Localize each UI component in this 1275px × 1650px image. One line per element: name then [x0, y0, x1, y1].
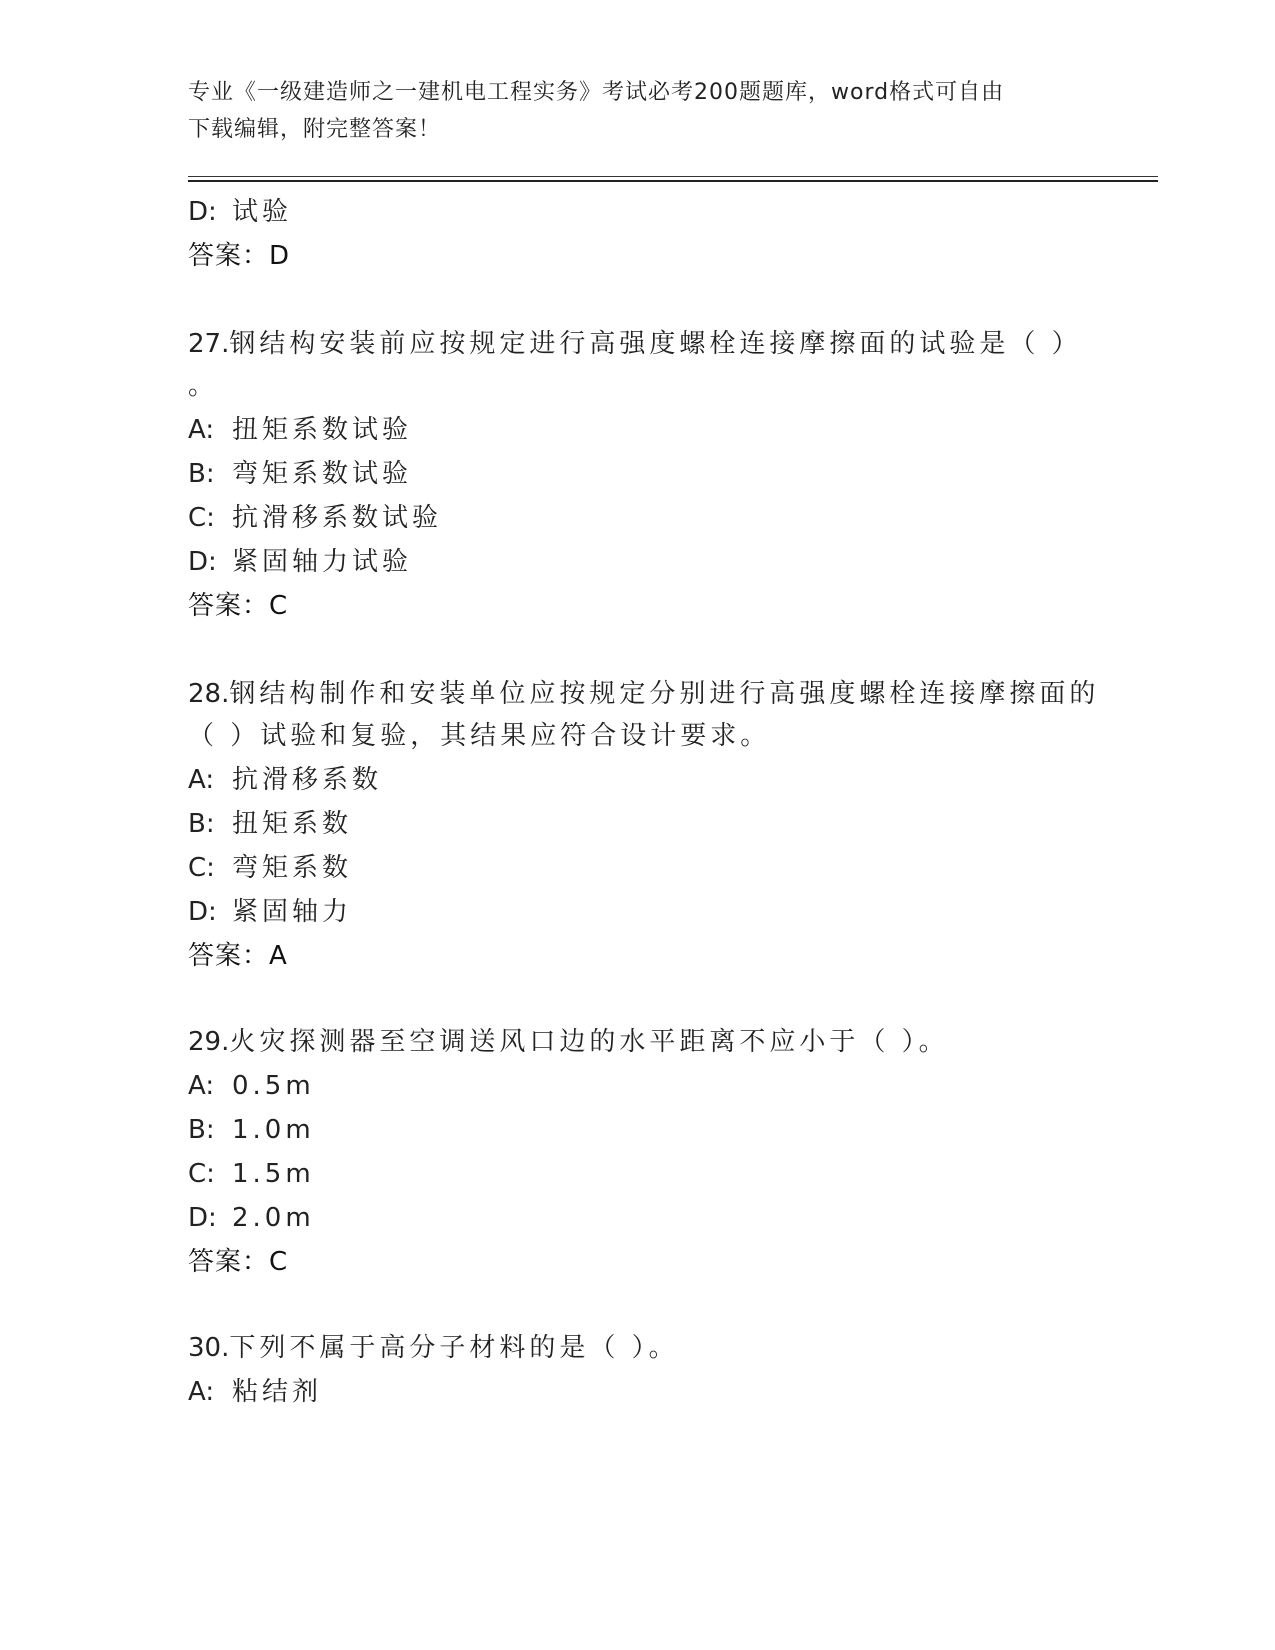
option-text: 抗滑移系数 [232, 765, 383, 795]
question-30-option-a [188, 1376, 322, 1408]
header-divider-thin [188, 176, 1158, 177]
question-text: 火灾探测器至空调送风口边的水平距离不应小于（ ）。 [229, 1027, 949, 1057]
option-key: D: [188, 197, 217, 227]
option-key: A: [188, 765, 215, 795]
option-text: 紧固轴力试验 [232, 547, 413, 577]
option-key: B: [188, 809, 215, 839]
header-divider-thick [188, 180, 1158, 182]
question-27-option-d [188, 546, 412, 578]
question-27-option-c [188, 502, 442, 534]
option-text: 试验 [232, 197, 293, 227]
option-text: 1.0m [232, 1115, 315, 1145]
prev-answer: 答案：D [188, 241, 291, 271]
option-text: 2.0m [232, 1203, 315, 1233]
question-28-answer: 答案：A [188, 941, 288, 971]
option-key: C: [188, 853, 215, 883]
option-key: D: [188, 1203, 217, 1233]
option-key: D: [188, 547, 217, 577]
question-27-option-a [188, 414, 412, 446]
question-28-option-b [188, 808, 352, 840]
option-key: A: [188, 1377, 215, 1407]
option-text: 1.5m [232, 1159, 315, 1189]
question-number: 30. [188, 1333, 230, 1363]
question-number: 29. [188, 1027, 230, 1057]
question-29-answer: 答案：C [188, 1247, 289, 1277]
question-27-stem [188, 328, 1082, 360]
question-text: 下列不属于高分子材料的是（ ）。 [229, 1333, 679, 1363]
question-29-option-d [188, 1202, 315, 1234]
question-28-stem-cont: （ ）试验和复验，其结果应符合设计要求。 [188, 721, 771, 751]
option-text: 扭矩系数 [232, 809, 353, 839]
option-key: C: [188, 503, 215, 533]
option-key: B: [188, 459, 215, 489]
question-28-option-d [188, 896, 352, 928]
option-key: C: [188, 1159, 215, 1189]
option-key: D: [188, 897, 217, 927]
option-key: B: [188, 1115, 215, 1145]
question-27-stem-cont: 。 [188, 371, 219, 401]
header-line-1: 专业《一级建造师之一建机电工程实务》考试必考200题题库，word格式可自由 [188, 80, 1005, 105]
option-text: 弯矩系数试验 [232, 459, 413, 489]
question-29-stem [188, 1026, 949, 1058]
question-text: 钢结构制作和安装单位应按规定分别进行高强度螺栓连接摩擦面的 [229, 679, 1100, 709]
option-key: A: [188, 1071, 215, 1101]
question-29-option-a [188, 1070, 315, 1102]
question-27-option-b [188, 458, 412, 490]
option-text: 0.5m [232, 1071, 315, 1101]
option-text: 弯矩系数 [232, 853, 353, 883]
question-number: 28. [188, 679, 230, 709]
question-number: 27. [188, 329, 230, 359]
question-27-answer: 答案：C [188, 591, 289, 621]
header-line-2: 下载编辑，附完整答案！ [188, 117, 442, 142]
option-text: 抗滑移系数试验 [232, 503, 443, 533]
question-29-option-c [188, 1158, 315, 1190]
question-text: 钢结构安装前应按规定进行高强度螺栓连接摩擦面的试验是（ ） [229, 329, 1082, 359]
question-29-option-b [188, 1114, 315, 1146]
question-28-option-c [188, 852, 352, 884]
question-30-stem [188, 1332, 679, 1364]
option-text: 扭矩系数试验 [232, 415, 413, 445]
option-text: 粘结剂 [232, 1377, 323, 1407]
document-header [188, 74, 1088, 148]
prev-option-d [188, 196, 292, 228]
option-key: A: [188, 415, 215, 445]
question-28-stem [188, 678, 1099, 710]
question-28-option-a [188, 764, 382, 796]
option-text: 紧固轴力 [232, 897, 353, 927]
